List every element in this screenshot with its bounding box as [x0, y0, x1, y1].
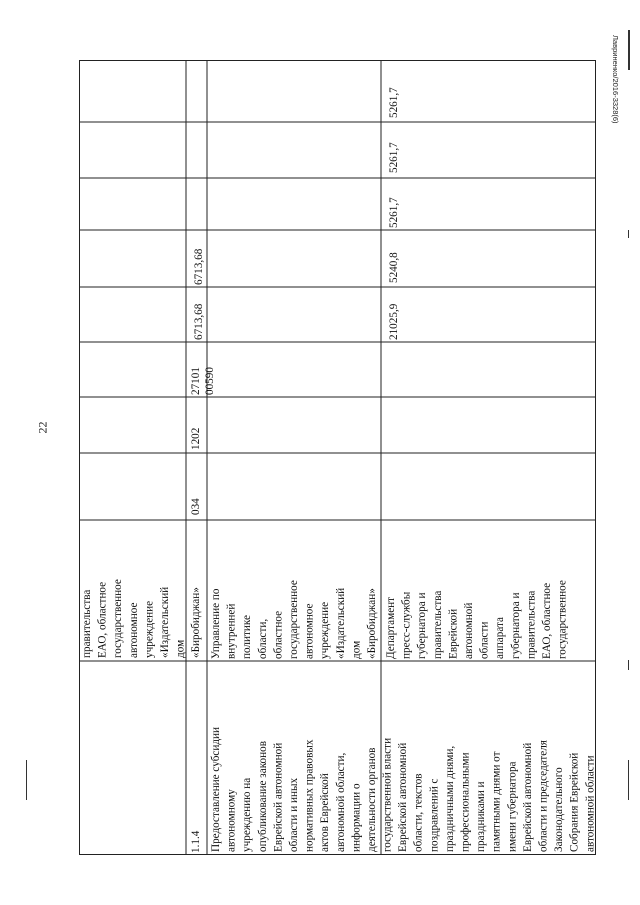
year-2016: 6713,68: [193, 248, 205, 285]
executor-1: Управление по внутренней политике области, областное государственное автономное учреждение «Издательский дом «Биробиджан»: [210, 580, 378, 659]
budget-table: [79, 60, 596, 855]
rzpr-code: 1202: [190, 427, 202, 450]
scan-edge-mark: [628, 30, 630, 70]
grbs-code: 034: [190, 498, 202, 515]
scan-edge-mark: [628, 660, 629, 670]
year-2017: 5240,8: [388, 252, 400, 283]
scan-edge-mark: [26, 760, 27, 800]
row-number: 1.1.4: [190, 830, 202, 853]
scan-edge-mark: [628, 760, 629, 800]
csr-code: 27101 00590: [190, 367, 216, 395]
prev-row-executor: правительства ЕАО, областное государственное автономное учреждение «Издательский дом «Биробиджан»: [81, 579, 203, 658]
total-1: 6713,68: [193, 303, 205, 340]
total-2: 21025,9: [388, 303, 400, 340]
executor-2: Департамент пресс-службы губернатора и правительства Еврейской автономной области аппарата губернатора и правительства ЕАО, областное государственное: [385, 580, 569, 659]
year-2020: 5261,7: [388, 87, 400, 118]
document-stamp: Лавриненко/2016-3328(6): [611, 35, 620, 124]
year-2019: 5261,7: [388, 142, 400, 173]
page-number: 22: [35, 421, 50, 434]
scan-edge-mark: [628, 230, 629, 238]
year-2018: 5261,7: [388, 197, 400, 228]
row-description: Предоставление субсидии автономному учреждению на опубликование законов Еврейской автономной области и иных нормативных правовых актов Еврейской автономной области, информации о деятельности органов государственной власти Еврейской автономной области, текстов поздравлений с праздничными днями, профессиональными праздниками и памятными днями от имени губернатора Еврейской автономной области и председателя Законодательного Собрания Еврейской автономной области: [210, 726, 597, 852]
